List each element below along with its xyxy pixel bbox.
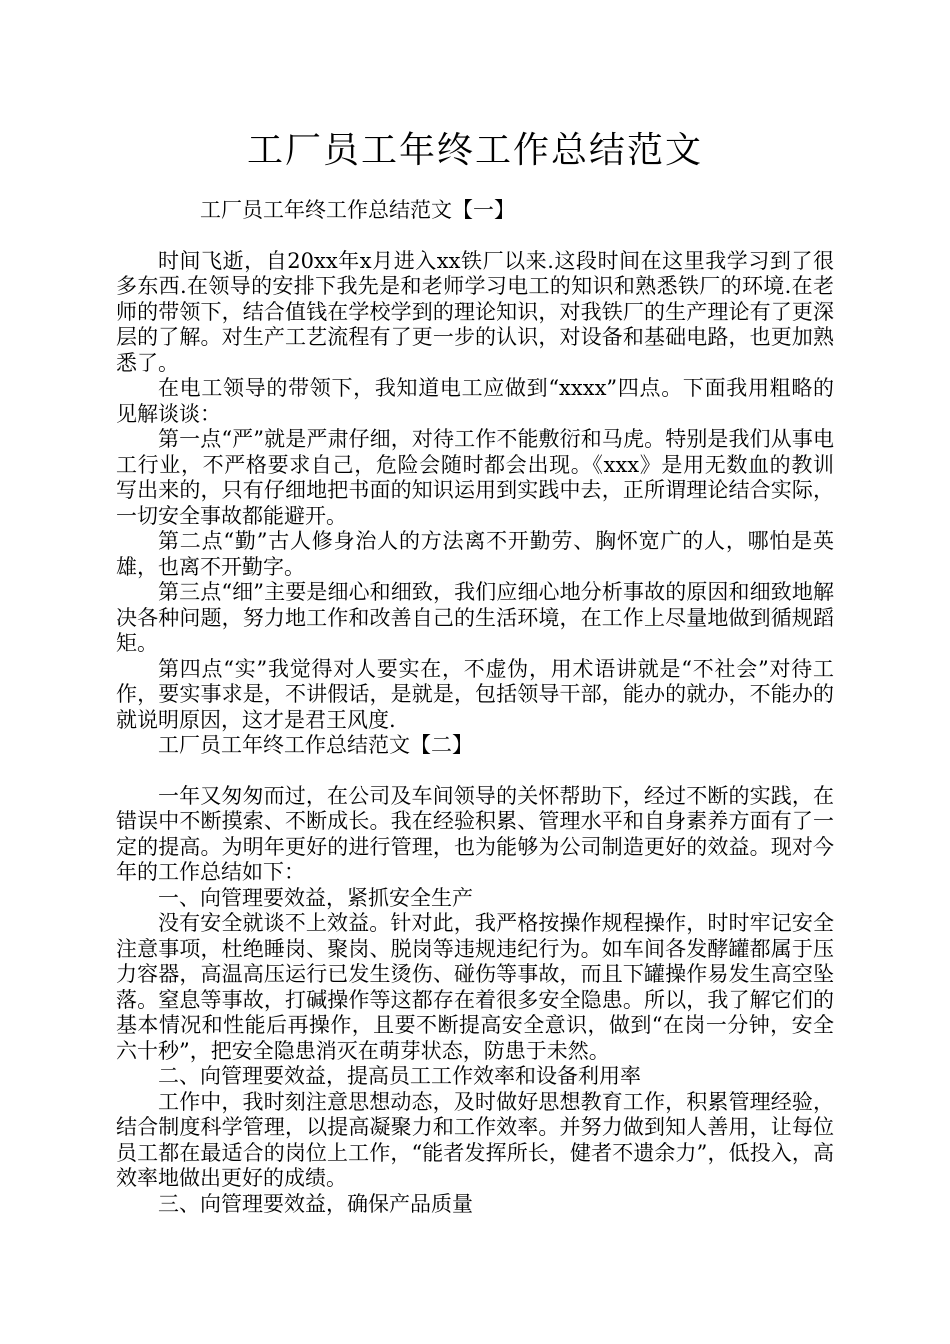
paragraph: 第一点“严”就是严肃仔细，对待工作不能敷衍和马虎。特别是我们从事电工行业，不严格要求自己，危险会随时都会出现。《xxx》是用无数血的教训写出来的，只有仔细地把书面的知识运用到实践中去，正所谓理论结合实际，一切安全事故都能避开。 <box>116 427 834 528</box>
paragraph: 工作中，我时刻注意思想动态，及时做好思想教育工作，积累管理经验，结合制度科学管理，以提高凝聚力和工作效率。并努力做到知人善用，让每位员工都在最适合的岗位上工作，“能者发挥所长，健者不遗余力”，低投入，高效率地做出更好的成绩。 <box>116 1089 834 1190</box>
paragraph: 在电工领导的带领下，我知道电工应做到“xxxx”四点。下面我用粗略的见解谈谈： <box>116 376 834 426</box>
subheading: 一、向管理要效益，紧抓安全生产 <box>158 885 473 910</box>
document-title: 工厂员工年终工作总结范文 <box>246 130 703 171</box>
paragraph: 时间飞逝，自20xx年x月进入xx铁厂以来.这段时间在这里我学习到了很多东西.在领导的安排下我先是和老师学习电工的知识和熟悉铁厂的环境.在老师的带领下，结合值钱在学校学到的理论知识，对我铁厂的生产理论有了更深层的了解。对生产工艺流程有了更一步的认识，对设备和基础电路，也更加熟悉了。 <box>116 248 834 375</box>
section-heading-2: 工厂员工年终工作总结范文【二】 <box>158 733 473 757</box>
subheading: 二、向管理要效益，提高员工工作效率和设备利用率 <box>158 1064 641 1088</box>
document-body <box>116 198 834 1217</box>
section-heading-1: 工厂员工年终工作总结范文【一】 <box>200 198 515 222</box>
paragraph: 第四点“实”我觉得对人要实在，不虚伪，用术语讲就是“不社会”对待工作，要实事求是，不讲假话，是就是，包括领导干部，能办的就办，不能办的就说明原因，这才是君王风度. <box>116 656 834 732</box>
paragraph: 一年又匆匆而过，在公司及车间领导的关怀帮助下，经过不断的实践，在错误中不断摸索、不断成长。我在经验积累、管理水平和自身素养方面有了一定的提高。为明年更好的进行管理，也为能够为公司制造更好的效益。现对今年的工作总结如下： <box>116 783 834 884</box>
paragraph: 没有安全就谈不上效益。针对此，我严格按操作规程操作，时时牢记安全注意事项，杜绝睡岗、聚岗、脱岗等违规违纪行为。如车间各发酵罐都属于压力容器，高温高压运行已发生烫伤、碰伤等事故，而且下罐操作易发生高空坠落。窒息等事故，打碱操作等这都存在着很多安全隐患。所以，我了解它们的基本情况和性能后再操作，且要不断提高安全意识，做到“在岗一分钟，安全六十秒”，把安全隐患消灭在萌芽状态，防患于未然。 <box>116 911 834 1063</box>
paragraph: 第三点“细”主要是细心和细致，我们应细心地分析事故的原因和细致地解决各种问题，努力地工作和改善自己的生活环境，在工作上尽量地做到循规蹈矩。 <box>116 580 834 655</box>
paragraph: 第二点“勤”古人修身治人的方法离不开勤劳、胸怀宽广的人，哪怕是英雄，也离不开勤字。 <box>116 529 834 579</box>
subheading: 三、向管理要效益，确保产品质量 <box>158 1191 473 1216</box>
